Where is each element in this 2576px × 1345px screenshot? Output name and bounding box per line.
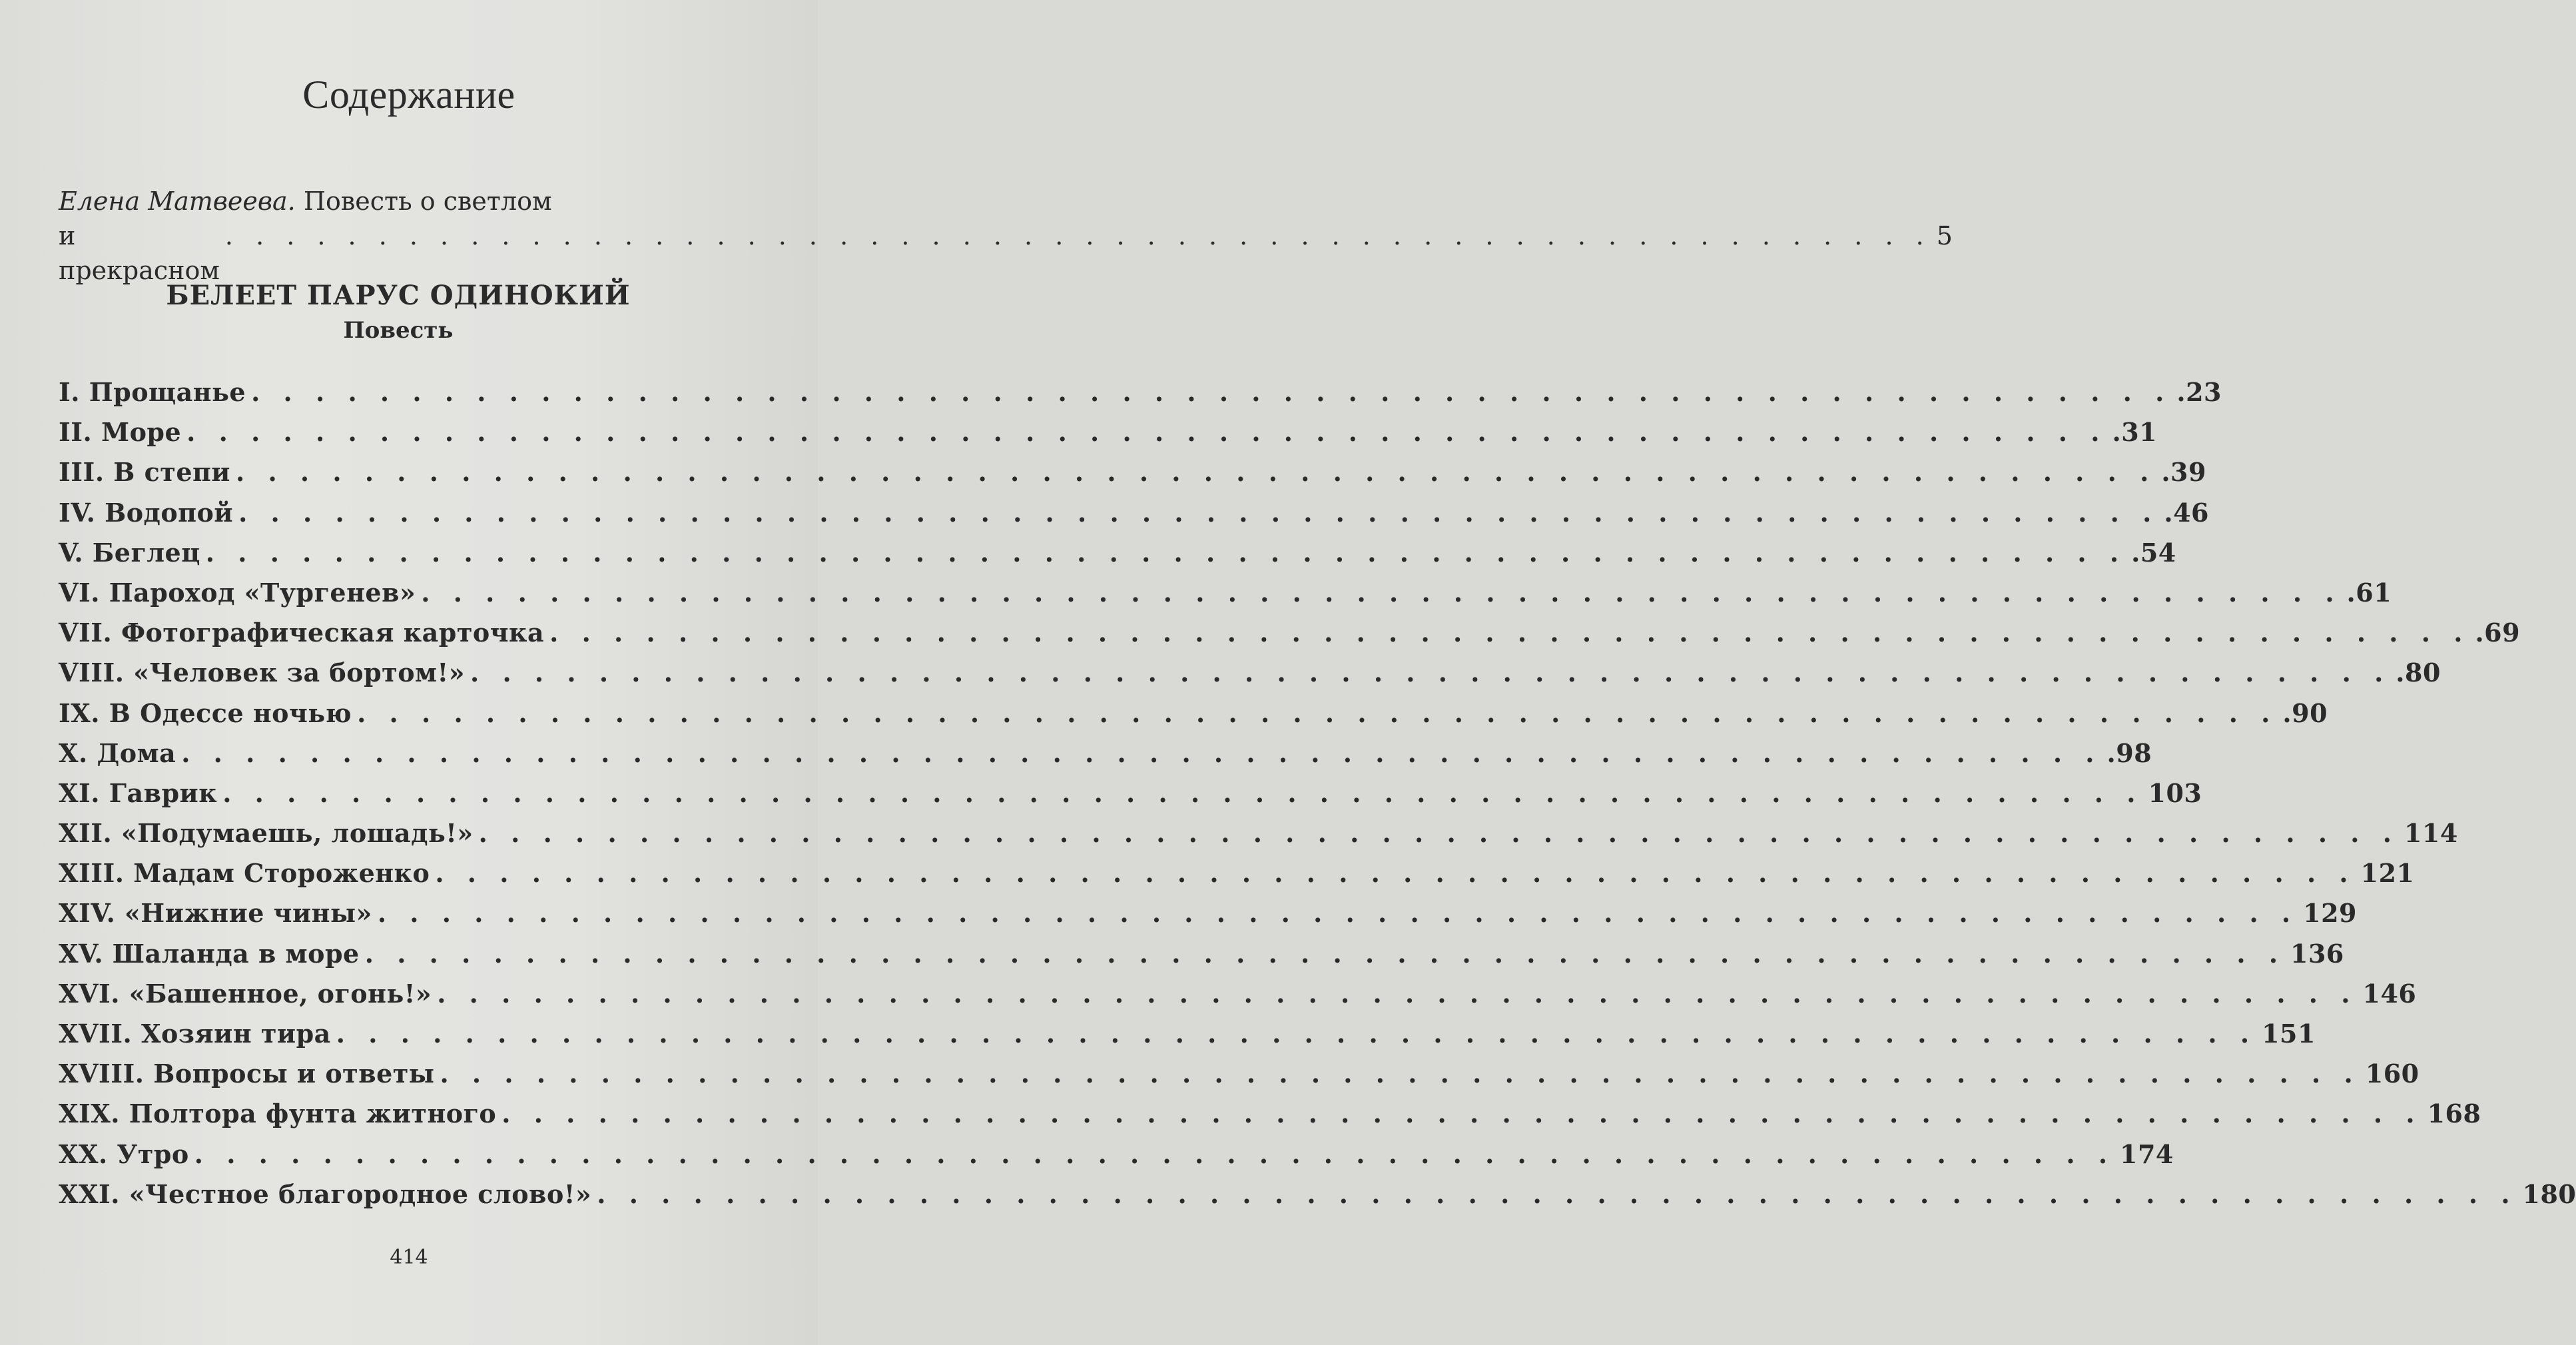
leader-dots: . . . . . . . . . . . . . . . . . . . . . . . . . . . . . . . . . . . . . . . . . . . . . . . . . . . . . . . . . . . . [597,1178,2517,1209]
toc-entry-page: .69 [2475,618,2521,648]
leader-dots: . . . . . . . . . . . . . . . . . . . . . . . . . . . . . . . . . . . . . . . . . . . . . . . . . . . . . . . . . . . . [238,497,2159,528]
leader-dots: . . . . . . . . . . . . . . . . . . . . . . . . . . . . . . . . . . . . . . . . . . . . . . . . . . . . . . . . . . . . [194,1138,2115,1169]
toc-entry-page: 168 [2427,1099,2481,1129]
toc-entry-title: IX. В Одессе ночью [59,697,352,728]
intro-line-1 [59,184,731,219]
toc-entry-page: .31 [2112,417,2158,448]
toc-entry-title: X. Дома [59,737,176,768]
toc-entry-page: .46 [2164,497,2209,528]
toc-entry [59,577,2392,618]
toc-entry-title: I. Прощанье [59,377,246,407]
toc-entry-title: XIV. «Нижние чины» [59,898,372,929]
intro-line-2 [59,219,1953,288]
toc-entry [59,1178,2576,1219]
toc-entry-page: 114 [2404,818,2458,849]
part-title: БЕЛЕЕТ ПАРУС ОДИНОКИЙ [166,280,631,311]
leader-dots: . . . . . . . . . . . . . . . . . . . . . . . . . . . . . . . . . . . . . . . . . . . . . . . . . . . . . . . . . . . . [501,1099,2422,1129]
toc-entry-page: 160 [2365,1059,2419,1089]
toc-entry [59,1019,2316,1059]
leader-dots: . . . . . . . . . . . . . . . . . . . . . . . . . . . . . . . . . . . . . . . . . . . . . . . . . . . . . . . . . . . . [470,658,2391,688]
toc-entry [59,1059,2419,1099]
intro-author: Елена Матвеева. [59,187,296,216]
toc-entry-title: VII. Фотографическая карточка [59,618,545,648]
leader-dots: . . . . . . . . . . . . . . . . . . . . . . . . . . . . . . . . . . . . . . . . . . . . . . . . . . . . . . . . . . . . [236,457,2156,488]
toc-entry-page: 146 [2362,978,2417,1009]
toc-entry-title: XII. «Подумаешь, лошадь!» [59,818,474,849]
toc-entry [59,497,2209,538]
toc-entry-page: .98 [2106,737,2152,768]
toc-entry-title: XVI. «Башенное, огонь!» [59,978,432,1009]
leader-dots: . . . . . . . . . . . . . . . . . . . . . . . . . . . . . . . . . . . . . . . . . . . . . . . . . . . . . . . . . . . . [364,938,2286,969]
leader-dots: . . . . . . . . . . . . . . . . . . . . . . . . . . . . . . . . . . . . . . . . . . . . . . . . . . . . . . . . . . . . [205,537,2126,568]
toc-entry [59,898,2357,938]
leader-dots: . . . . . . . . . . . . . . . . . . . . . . . . . . . . . . . . . . . . . . . . . . . . . . . . . . . . . . . . . . . . [222,777,2143,808]
toc-entry-title: VI. Пароход «Тургенев» [59,577,416,608]
intro-title-part1: Повесть о светлом [303,187,552,216]
leader-dots: . . . . . . . . . . . . . . . . . . . . . . . . . . . . . . . . . . . . . . . . . . . . . . . . . . . . . . . . . . . . [251,377,2172,407]
intro-entry [59,184,1953,288]
toc-entry-page: 174 [2120,1138,2174,1169]
toc-entry-page: .80 [2396,658,2441,688]
toc-entry-page: 180 [2522,1178,2576,1209]
toc-entry [59,1099,2481,1138]
intro-title-part2: и прекрасном [59,221,220,285]
toc-entry [59,618,2521,658]
leader-dots: . . . . . . . . . . . . . . . . . . . . . . . . . . . . . . . . . . . . . . . . . . . . . . . . . . . . . . . . . . . . [181,737,2102,768]
toc-entry-page: .54 [2131,537,2176,568]
toc-entry-title: XIX. Полтора фунта житного [59,1099,497,1129]
toc-entry [59,377,2222,417]
toc-entry-page: 151 [2262,1019,2316,1049]
leader-dots: . . . . . . . . . . . . . . . . . . . . . . . . . . . . . . . . . . . . . . . . . . . . . . . . . . . . . . . . . . . . [421,577,2342,608]
toc-entry [59,737,2152,778]
toc-entry-title: VIII. «Человек за бортом!» [59,658,465,688]
toc-entry-page: 103 [2148,777,2202,808]
toc-entry [59,938,2344,979]
toc-entry-title: XIII. Мадам Стороженко [59,858,430,889]
leader-dots: . . . . . . . . . . . . . . . . . . . . . . . . . . . . . . . . . . . . . . . . . . . . . . . . . . . . . . . . . . . . [440,1059,2360,1089]
toc-entry-title: IV. Водопой [59,497,234,528]
leader-dots: . . . . . . . . . . . . . . . . . . . . . . . . . . . . . . . . . . . . . . . . . . . . . . . . . . . . . . . . . . . . [478,818,2399,849]
leader-dots: . . . . . . . . . . . . . . . . . . . . . . . . . . . . . . . . . . . . . . . . . . . . . . . . . . . . . . . . . . . . [357,697,2278,728]
toc-entry [59,858,2415,898]
toc-entry-title: XI. Гаврик [59,777,218,808]
toc-entry [59,658,2441,697]
toc-entry-title: V. Беглец [59,537,200,568]
toc-entry [59,537,2176,578]
leader-dots: . . . . . . . . . . . . . . . . . . . . . . . . . . . . . . . . . . . . . . . . . . . . . . . . . . . . . . . . . . . . [377,898,2298,929]
toc-entry [59,697,2328,738]
toc-entry-title: XX. Утро [59,1138,189,1169]
toc-entry-page: 136 [2290,938,2344,969]
toc-entry-title: XVII. Хозяин тира [59,1019,331,1049]
toc-entry [59,978,2417,1019]
page-title: Содержание [302,73,515,117]
leader-dots: . . . . . . . . . . . . . . . . . . . . . . . . . . . . . . . . . . . . . . . . . . . . . . . . . . . . . . . . . . . . [186,417,2107,448]
leader-dots: . . . . . . . . . . . . . . . . . . . . . . . . . . . . . . . . . . . . . . . . . . . . . . . . . . . . . . . . . . . . [435,858,2356,889]
toc-entry-page: .39 [2161,457,2206,488]
toc-entry [59,1138,2174,1179]
leader-dots: . . . . . . . . . . . . . . . . . . . . . . . . . . . . . . . . . . . . . . . . . . . . . . . . . . . . . . . . . . . . [549,618,2470,648]
toc-entry [59,818,2458,858]
toc-entry-title: II. Море [59,417,182,448]
toc-entry-title: III. В степи [59,457,230,488]
leader-dots: . . . . . . . . . . . . . . . . . . . . . . . . . . . . . . . . . . . . . . . . . . . . . . . . . . . . . . . . . . . . [437,978,2358,1009]
toc-entry-title: XV. Шаланда в море [59,938,360,969]
toc-entry-page: 121 [2360,858,2415,889]
toc-entry-page: .23 [2176,377,2222,407]
leader-dots: . . . . . . . . . . . . . . . . . . . . . . . . . . . . . . . . . . . . . . . . . . . . . . . . . . . . . . . . . . . . [336,1019,2257,1049]
toc-entry-page: .61 [2346,577,2392,608]
page-number: 414 [390,1246,428,1269]
toc-entry-page: .90 [2282,697,2328,728]
toc-entry-title: XVIII. Вопросы и ответы [59,1059,435,1089]
intro-page: 5 [1936,221,1953,250]
table-of-contents [59,377,2576,1219]
toc-entry-page: 129 [2303,898,2357,929]
toc-entry [59,417,2158,457]
toc-entry [59,457,2206,497]
leader-dots: . . . . . . . . . . . . . . . . . . . . . . . . . . . . . . . . . . . . . . . . . . . . . . . . . . . . . . . . [224,221,1931,250]
toc-entry [59,777,2202,818]
part-subtitle: Повесть [343,317,454,344]
toc-entry-title: XXI. «Честное благородное слово!» [59,1178,592,1209]
